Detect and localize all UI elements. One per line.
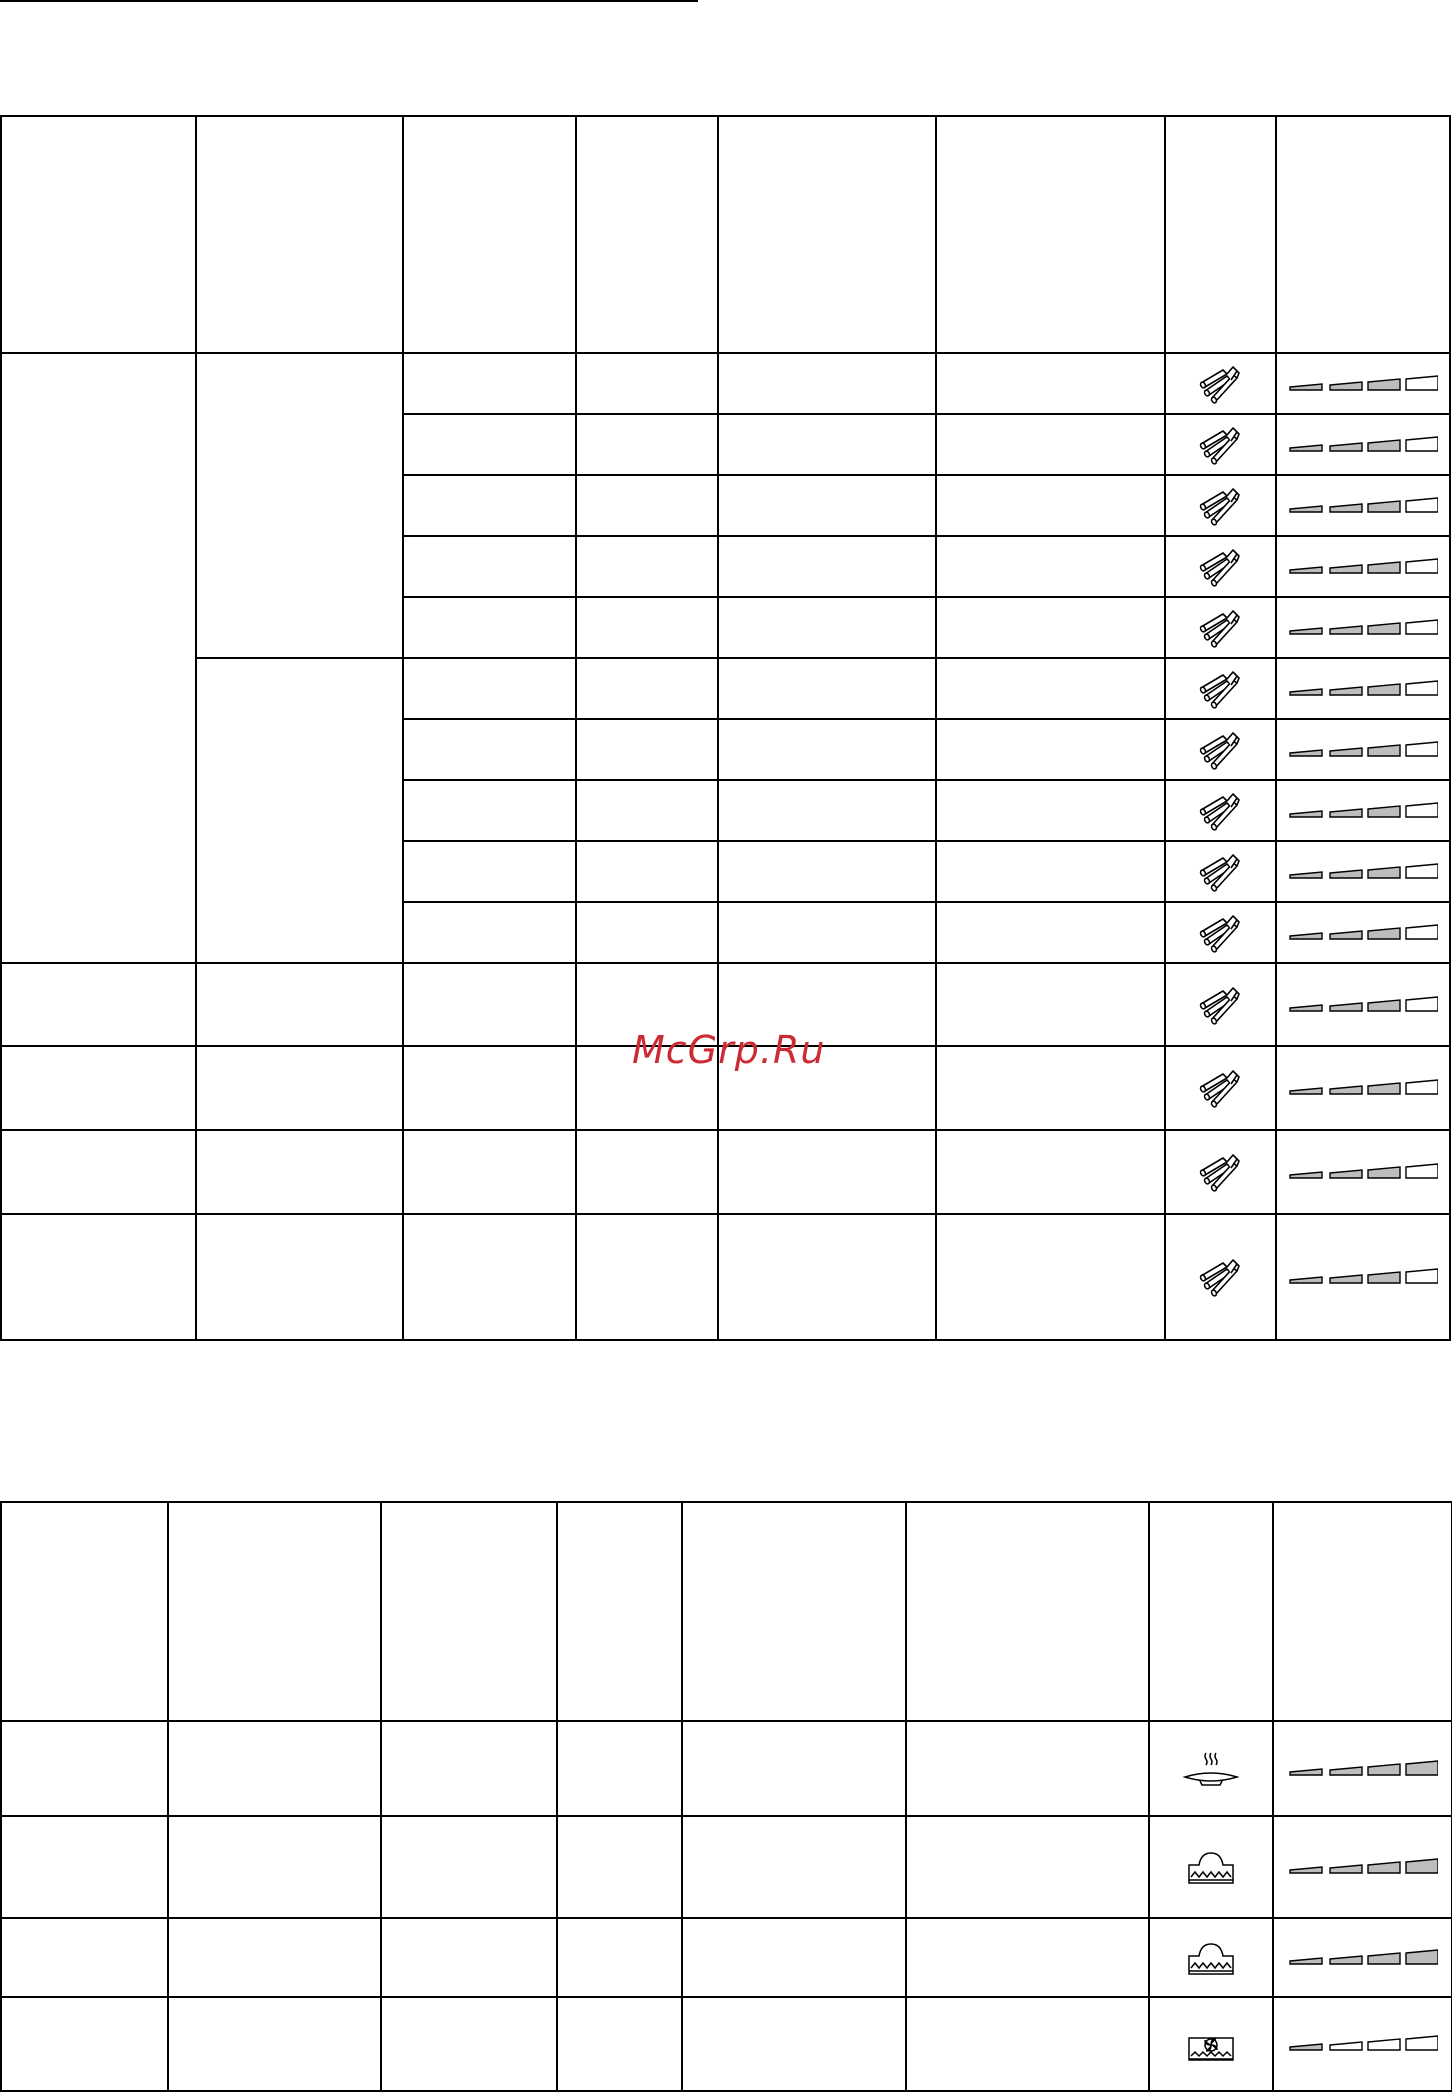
level-bar: [1406, 620, 1438, 634]
header-cell: [1273, 1502, 1452, 1721]
table-cell: [557, 1997, 682, 2091]
table-cell: [403, 475, 576, 536]
level-bar: [1406, 559, 1438, 573]
level-bar: [1368, 1000, 1400, 1011]
table-cell: [557, 1816, 682, 1918]
level-bar: [1290, 872, 1322, 878]
level-indicator: [1273, 1721, 1452, 1816]
table-cell: [936, 1130, 1165, 1214]
level-bar: [1368, 684, 1400, 695]
level-bar: [1406, 997, 1438, 1011]
level-bar: [1330, 1275, 1362, 1283]
table-row: [1, 1130, 1450, 1214]
table-cell: [196, 1130, 403, 1214]
table-cell: [196, 1214, 403, 1340]
level-bar: [1290, 628, 1322, 634]
grill-icon: [1165, 475, 1276, 536]
table-cell: [196, 963, 403, 1046]
table-cell: [682, 1816, 906, 1918]
level-bar: [1290, 1277, 1322, 1283]
grill-icon: [1165, 780, 1276, 841]
table-cell: [576, 536, 718, 597]
table-cell: [718, 353, 936, 414]
level-bar: [1368, 745, 1400, 756]
level-indicator: [1276, 658, 1450, 719]
table-cell: [682, 1721, 906, 1816]
table-cell: [906, 1721, 1149, 1816]
table-cell: [718, 414, 936, 475]
header-cell: [1276, 116, 1450, 353]
level-bar: [1406, 1859, 1438, 1873]
level-bar: [1330, 626, 1362, 634]
level-bar: [1330, 1170, 1362, 1178]
table-row: [1, 1816, 1452, 1918]
level-bar: [1290, 933, 1322, 939]
grill-icon: [1165, 658, 1276, 719]
level-indicator: [1276, 780, 1450, 841]
table-cell: [576, 658, 718, 719]
level-bar: [1330, 504, 1362, 512]
table-cell: [196, 1046, 403, 1130]
level-indicator: [1276, 353, 1450, 414]
table-cell: [1, 1918, 168, 1997]
header-cell: [1, 116, 196, 353]
level-bar: [1330, 931, 1362, 939]
level-bar: [1368, 1167, 1400, 1178]
table-cell: [1, 1130, 196, 1214]
level-bar: [1330, 1956, 1362, 1964]
level-bar: [1406, 1269, 1438, 1283]
level-bar: [1406, 437, 1438, 451]
top-rule: [0, 0, 698, 2]
level-bar: [1406, 1761, 1438, 1775]
table-row: [1, 1918, 1452, 1997]
level-bar: [1330, 443, 1362, 451]
level-indicator: [1276, 963, 1450, 1046]
table-cell: [906, 1918, 1149, 1997]
table-cell: [1, 1214, 196, 1340]
level-bar: [1330, 1865, 1362, 1873]
table-cell: [168, 1816, 381, 1918]
table-cell: [936, 902, 1165, 963]
table-cell: [381, 1997, 557, 2091]
level-bar: [1368, 1953, 1400, 1964]
grill-icon: [1165, 719, 1276, 780]
table-cell: [718, 719, 936, 780]
level-indicator: [1276, 719, 1450, 780]
table-cell: [1, 1997, 168, 2091]
level-bar: [1290, 567, 1322, 573]
level-bar: [1330, 1086, 1362, 1094]
table-cell: [936, 719, 1165, 780]
table-cell: [1, 963, 196, 1046]
table-cell: [403, 1130, 576, 1214]
header-cell: [1165, 116, 1276, 353]
level-bar: [1368, 2039, 1400, 2050]
level-bar: [1406, 1164, 1438, 1178]
fan-heat-icon: [1149, 1997, 1273, 2091]
settings-table-grill: [0, 115, 1451, 1341]
table-cell: [718, 475, 936, 536]
level-indicator: [1276, 1214, 1450, 1340]
table-cell: [403, 597, 576, 658]
level-bar: [1406, 376, 1438, 390]
header-cell: [682, 1502, 906, 1721]
level-bar: [1368, 440, 1400, 451]
level-bar: [1368, 379, 1400, 390]
header-cell: [576, 116, 718, 353]
table-cell: [403, 719, 576, 780]
table-cell: [718, 841, 936, 902]
level-bar: [1406, 2036, 1438, 2050]
level-bar: [1406, 803, 1438, 817]
level-bar: [1290, 689, 1322, 695]
header-cell: [1, 1502, 168, 1721]
table-cell: [168, 1997, 381, 2091]
level-bar: [1368, 1862, 1400, 1873]
table-cell: [168, 1918, 381, 1997]
level-bar: [1290, 2044, 1322, 2050]
table-cell: [718, 780, 936, 841]
level-bar: [1368, 501, 1400, 512]
level-indicator: [1273, 1997, 1452, 2091]
level-bar: [1368, 1083, 1400, 1094]
table-cell: [381, 1816, 557, 1918]
table-row: [1, 1214, 1450, 1340]
table-cell: [168, 1721, 381, 1816]
table-cell: [718, 1214, 936, 1340]
table-cell: [936, 597, 1165, 658]
table-cell: [936, 1046, 1165, 1130]
table-cell: [576, 475, 718, 536]
table-cell: [906, 1816, 1149, 1918]
table-cell: [576, 414, 718, 475]
level-bar: [1406, 1080, 1438, 1094]
header-cell: [1149, 1502, 1273, 1721]
level-bar: [1368, 928, 1400, 939]
table-cell: [576, 597, 718, 658]
table-cell: [403, 414, 576, 475]
level-bar: [1330, 2042, 1362, 2050]
header-cell: [381, 1502, 557, 1721]
table-row: [1, 353, 1450, 414]
level-bar: [1406, 498, 1438, 512]
grill-icon: [1165, 902, 1276, 963]
level-bar: [1330, 565, 1362, 573]
level-bar: [1330, 1767, 1362, 1775]
settings-table-oven: [0, 1501, 1452, 2092]
table-cell: [403, 1214, 576, 1340]
top-bottom-heat-icon: [1149, 1816, 1273, 1918]
level-bar: [1330, 687, 1362, 695]
table-cell: [936, 780, 1165, 841]
level-indicator: [1276, 1046, 1450, 1130]
table-cell: [381, 1918, 557, 1997]
header-cell: [906, 1502, 1149, 1721]
table-row: [1, 1721, 1452, 1816]
level-bar: [1368, 806, 1400, 817]
table-cell: [381, 1721, 557, 1816]
level-indicator: [1276, 475, 1450, 536]
table-cell: [936, 1214, 1165, 1340]
table-cell: [718, 1130, 936, 1214]
subcategory-cell: [196, 353, 403, 658]
level-bar: [1368, 1272, 1400, 1283]
level-bar: [1290, 811, 1322, 817]
subcategory-cell: [196, 658, 403, 963]
level-bar: [1290, 506, 1322, 512]
table-cell: [576, 841, 718, 902]
table-header-row: [1, 1502, 1452, 1721]
table-row: [1, 658, 1450, 719]
header-cell: [196, 116, 403, 353]
level-bar: [1330, 748, 1362, 756]
table-cell: [403, 1046, 576, 1130]
table-cell: [576, 902, 718, 963]
header-cell: [718, 116, 936, 353]
level-bar: [1290, 1005, 1322, 1011]
grill-icon: [1165, 1214, 1276, 1340]
grill-icon: [1165, 597, 1276, 658]
table-cell: [906, 1997, 1149, 2091]
level-indicator: [1276, 902, 1450, 963]
level-bar: [1290, 1958, 1322, 1964]
table-cell: [936, 353, 1165, 414]
grill-icon: [1165, 536, 1276, 597]
table-cell: [576, 1214, 718, 1340]
level-bar: [1330, 870, 1362, 878]
table-cell: [1, 1046, 196, 1130]
header-cell: [168, 1502, 381, 1721]
watermark: McGrp.Ru: [632, 1028, 826, 1072]
level-bar: [1406, 1950, 1438, 1964]
level-bar: [1290, 1867, 1322, 1873]
table-cell: [576, 780, 718, 841]
level-bar: [1368, 623, 1400, 634]
level-bar: [1330, 809, 1362, 817]
table-header-row: [1, 116, 1450, 353]
table-cell: [576, 1130, 718, 1214]
grill-icon: [1165, 841, 1276, 902]
level-indicator: [1276, 1130, 1450, 1214]
header-cell: [936, 116, 1165, 353]
level-bar: [1290, 1088, 1322, 1094]
level-indicator: [1273, 1918, 1452, 1997]
grill-icon: [1165, 353, 1276, 414]
grill-icon: [1165, 963, 1276, 1046]
table-cell: [936, 841, 1165, 902]
table-cell: [718, 597, 936, 658]
table-cell: [403, 658, 576, 719]
table-cell: [403, 780, 576, 841]
table-cell: [936, 963, 1165, 1046]
table-cell: [403, 902, 576, 963]
level-bar: [1368, 867, 1400, 878]
table-cell: [682, 1918, 906, 1997]
level-indicator: [1276, 536, 1450, 597]
header-cell: [403, 116, 576, 353]
table-cell: [403, 353, 576, 414]
level-indicator: [1276, 841, 1450, 902]
level-bar: [1290, 445, 1322, 451]
level-bar: [1406, 742, 1438, 756]
table-cell: [718, 536, 936, 597]
table-cell: [576, 719, 718, 780]
category-cell: [1, 353, 196, 963]
level-indicator: [1276, 414, 1450, 475]
table-cell: [936, 658, 1165, 719]
level-bar: [1368, 1764, 1400, 1775]
level-bar: [1406, 925, 1438, 939]
table-cell: [403, 841, 576, 902]
level-bar: [1330, 1003, 1362, 1011]
level-bar: [1368, 562, 1400, 573]
grill-icon: [1165, 1130, 1276, 1214]
table-cell: [1, 1721, 168, 1816]
level-bar: [1290, 384, 1322, 390]
table-cell: [403, 536, 576, 597]
table-cell: [557, 1918, 682, 1997]
table-cell: [682, 1997, 906, 2091]
level-bar: [1290, 1769, 1322, 1775]
table-cell: [718, 902, 936, 963]
header-cell: [557, 1502, 682, 1721]
steam-dish-icon: [1149, 1721, 1273, 1816]
table-cell: [403, 963, 576, 1046]
table-cell: [576, 353, 718, 414]
level-bar: [1330, 382, 1362, 390]
level-indicator: [1276, 597, 1450, 658]
table-cell: [936, 475, 1165, 536]
table-cell: [936, 414, 1165, 475]
top-bottom-heat-icon: [1149, 1918, 1273, 1997]
level-indicator: [1273, 1816, 1452, 1918]
table-cell: [1, 1816, 168, 1918]
level-bar: [1406, 681, 1438, 695]
level-bar: [1406, 864, 1438, 878]
grill-icon: [1165, 1046, 1276, 1130]
grill-icon: [1165, 414, 1276, 475]
level-bar: [1290, 1172, 1322, 1178]
level-bar: [1290, 750, 1322, 756]
table-cell: [718, 658, 936, 719]
table-row: [1, 1997, 1452, 2091]
table-cell: [936, 536, 1165, 597]
table-cell: [557, 1721, 682, 1816]
